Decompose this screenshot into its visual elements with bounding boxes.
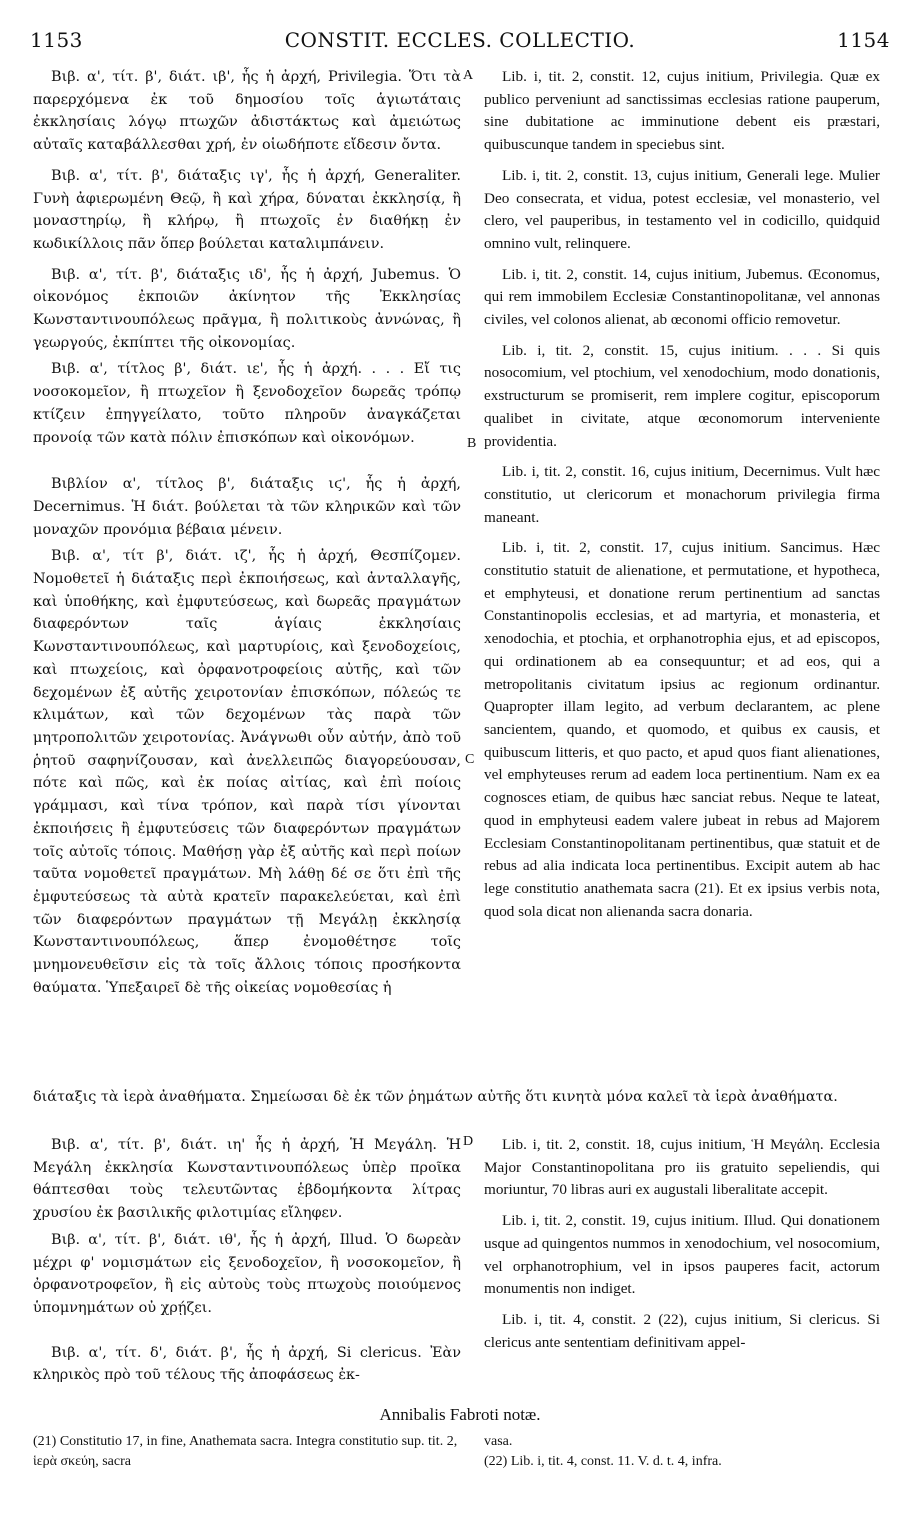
latin-entry-12: Lib. i, tit. 2, constit. 12, cujus initium, Privilegia. Quæ ex publico perveniunt ad sanctissimas ecclesias ratione pauperum, sine dubitatione ac imminutione debent eis præstari, quibuscunque tandem in speciebus sint. bbox=[484, 68, 880, 154]
footnote-21 bbox=[33, 1432, 463, 1472]
footnote-right bbox=[484, 1432, 880, 1472]
latin-column bbox=[484, 66, 880, 923]
greek-entry-19: Βιβ. α', τίτ. β', διάτ. ιθ', ἧς ἡ ἀρχή, Illud. Ὁ δωρεὰν μέχρι φ' νομισμάτων εἰς ξενοδοχεῖον, ἢ νοσοκομεῖον, ἢ ὀρφανοτροφεῖον, ἢ εἰς αὐτοὺς τοὺς πτωχοὺς ποιούμενος ὑπομνημάτων οὐ χρῄζει. bbox=[33, 1231, 461, 1316]
latin-entry-18: Lib. i, tit. 2, constit. 18, cujus initium, Ἡ Μεγάλη. Ecclesia Major Constantinopolitana pro iis gratuito sepeliendis, qui moriuntur, 70 libras auri ex augustali liberalitate accepit. bbox=[484, 1136, 880, 1199]
greek-entry-14: Βιβ. α', τίτ. β', διάταξις ιδ', ἧς ἡ ἀρχή, Jubemus. Ὁ οἰκονόμος ἐκποιῶν ἀκίνητον τῆς Ἐκκλησίας Κωνσταντινουπόλεως πρᾶγμα, ἢ πολιτικοὺς ἀννώνας, ἢ γεωργούς, ἐκπίπτει τῆς οἰκονομίας. bbox=[33, 266, 461, 351]
margin-letter-a: A bbox=[463, 68, 474, 83]
greek-entry-17: Βιβ. α', τίτ β', διάτ. ιζ', ἧς ἡ ἀρχή, Θεσπίζομεν. Νομοθετεῖ ἡ διάταξις περὶ ἐκποιήσεως, καὶ ἀνταλλαγῆς, καὶ ὑποθήκης, καὶ ἐμφυτεύσεως, καὶ δωρεᾶς πραγμάτων διαφερόντων ταῖς ἁγίαις ἐκκλησίαις Κωνσταντινουπόλεως, καὶ μαρτυρίοις, καὶ ξενοδοχείοις, καὶ πτωχείοις, καὶ ὀρφανοτροφείοις αὐτῆς, καὶ τῶν δεχομένων ἐξ αὐτῆς χειροτονίαν ἐπισκόπων, πόλεώς τε κλιμάτων, καὶ τῶν δεχομένων τὰς παρὰ τῶν μητροπολιτῶν χειροτονίας. Ἀνάγνωθι οὖν αὐτήν, ἀπὸ τοῦ ῥητοῦ σαφηνίζουσαν, καὶ ἀνελλειπῶς διαγορεύουσαν, πότε καὶ πῶς, καὶ ἐκ ποίας αἰτίας, καὶ ἐπὶ ποίοις γράμμασι, καὶ τίνα τρόπον, καὶ παρὰ τίσι γίνονται ἐκποιήσεις ἢ ἐμφυτεύσεις τῶν διαφερόντων πραγμάτων τοῖς αὐτοῖς τόποις. Μαθήσῃ γὰρ ἐξ αὐτῆς καὶ περὶ ποίων ταῦτα νομοθετεῖ πραγμάτων. Μὴ λάθῃ δέ σε ὅτι ἐπὶ τῆς ἐμφυτεύσεως τὰ αὐτὰ κρατεῖν παρακελεύεται, καὶ ἐπὶ τῶν διαφερόντων πραγμάτων τῇ Μεγάλῃ ἐκκλησίᾳ Κωνσταντινουπόλεως, ἅπερ ἐνομοθέτησε τοῖς μνημονευθεῖσιν εἰς τὰ τοῖς ἄλλοις τόποις προσήκοντα θαύματα. Ὑπεξαιρεῖ δὲ τῆς οἰκείας νομοθεσίας ἡ bbox=[33, 548, 461, 996]
greek-entry-18: Βιβ. α', τίτ. β', διάτ. ιη' ἧς ἡ ἀρχή, Ἡ Μεγάλη. Ἡ Μεγάλη ἐκκλησία Κωνσταντινουπόλεως ὑπὲρ προῖκα θάπτεσθαι τοὺς τελευτῶντας ἑβδομήκοντα λίτρας χρυσίου ἐκ βασιλικῆς φιλοτιμίας εἴληφεν. bbox=[33, 1137, 461, 1222]
greek-entry-15: Βιβ. α', τίτλος β', διάτ. ιε', ἧς ἡ ἀρχή. . . . Εἴ τις νοσοκομεῖον, ἢ πτωχεῖον ἢ ξενοδοχεῖον δωρεᾶς τρόπῳ κτίζειν ἐπηγγείλατο, τοῦτο πληροῦν ἀναγκάζεται προνοίᾳ τῶν κατὰ πόλιν ἐπισκόπων καὶ οἰκονόμων. bbox=[33, 361, 461, 446]
notes-title: Annibalis Fabroti notæ. bbox=[379, 1405, 541, 1424]
footnote-22-text: (22) Lib. i, tit. 4, const. 11. V. d. t. 4, infra. bbox=[484, 1454, 722, 1469]
greek-entry-13: Βιβ. α', τίτ. β', διάταξις ιγ', ἧς ἡ ἀρχή, Generaliter. Γυνὴ ἀφιερωμένη Θεῷ, ἢ καὶ χήρα, δύναται ἐκκλησίᾳ, ἢ μοναστηρίῳ, ἢ κλήρῳ, ἢ πτωχοῖς ἐν διαθήκῃ ἐν κωδικίλλοις πᾶν ὅπερ βούλεται καταλιμπάνειν. bbox=[33, 167, 461, 252]
margin-letter-b: B bbox=[467, 436, 477, 451]
latin-entry-19: Lib. i, tit. 2, constit. 19, cujus initium. Illud. Qui donationem usque ad quingentos nummos in xenodochium, vel nosocomium, vel orphanotrophium, vel in ipsos pauperes facit, actorum monumentis non indiget. bbox=[484, 1212, 880, 1298]
latin-entry-13: Lib. i, tit. 2, constit. 13, cujus initium, Generali lege. Mulier Deo consecrata, et vidua, potest ecclesiæ, vel monasterio, vel clero, vel pauperibus, in testamento vel in codicillo, quidquid omnino vult, relinquere. bbox=[484, 166, 880, 252]
greek-entry-12: Βιβ. α', τίτ. β', διάτ. ιβ', ἧς ἡ ἀρχή, Privilegia. Ὅτι τὰ παρερχόμενα ἐκ τοῦ δημοσίου τοῖς ἁγιωτάταις ἐκκλησίαις λόγῳ πτωχῶν ἀδιστάκτως καὶ ἀμειώτως αὐταῖς καταβάλλεσθαι χρή, ἐν οἱωδήποτε εἴδεσιν ὄντα. bbox=[33, 69, 461, 154]
greek-entry-16: Βιβλίον α', τίτλος β', διάταξις ιϛ', ἧς ἡ ἀρχή, Decernimus. Ἡ διάτ. βούλεται τὰ τῶν κληρικῶν καὶ τῶν μοναχῶν προνόμια βέβαια μένειν. bbox=[33, 476, 461, 538]
greek-column bbox=[33, 66, 461, 999]
running-title: CONSTIT. ECCLES. COLLECTIO. bbox=[284, 28, 636, 52]
greek-column-lower bbox=[33, 1134, 461, 1395]
latin-entry-tit4: Lib. i, tit. 4, constit. 2 (22), cujus initium, Si clericus. Si clericus ante sententiam definitivam appel- bbox=[484, 1310, 880, 1351]
latin-entry-14: Lib. i, tit. 2, constit. 14, cujus initium, Jubemus. Œconomus, qui rem immobilem Ecclesiæ Constantinopolitanæ, vel annonas civiles, vel colonos alienat, ab œconomi officio removetur. bbox=[484, 265, 880, 329]
footnote-21-continuation: vasa. bbox=[484, 1434, 513, 1449]
latin-entry-15: Lib. i, tit. 2, constit. 15, cujus initium. . . . Si quis nosocomium, vel ptochium, vel xenodochium, modo donationis, exstructurum se promiserit, rem implere cogitur, episcoporum qualibet in civitate, atque œconomorum interveniente providentia. bbox=[484, 341, 880, 450]
latin-column-lower bbox=[484, 1134, 880, 1362]
margin-letter-d: D bbox=[463, 1134, 474, 1149]
latin-entry-17: Lib. i, tit. 2, constit. 17, cujus initium. Sancimus. Hæc constitutio statuit de alienatione, et permutatione, et hypotheca, et emphyteusi, et donatione rerum pertinentium ad sanctas Constantinopolis ecclesias, et ad martyria, et monasteria, et xenodochia, et ptochia, et orphanotrophia ejus, et ad episcopos, qui ordinationem ab ea consequuntur; et ad eos, qui a metropolitanis civitatum ipsius ac regionum ordinantur. Quapropter illam legito, ad verbum declarantem, ac plene sancientem, quando, et quomodo, et quibus ex causis, et quibuscum litteris, et quo pacto, et apud quos fiant alienationes, vel emphyteuses rerum ad eadem loca pertinentium. Nam ex ea cognosces etiam, de quibus hæc sanciat rebus. Neque te lateat, quod in emphyteusi eadem valere jubeat in rebus ad Majorem Ecclesiam Constantinopolitanam pertinentibus, quæ statuit et de rebus ad alia indicata loca pertinentibus. Excipit autem ab hac lege constitutio anathemata sacra (21). Et ex ipsius verbis nota, quod sola dicat non alienanda sacra donaria. bbox=[484, 539, 880, 920]
page-number-left: 1153 bbox=[30, 28, 83, 52]
full-width-line: διάταξις τὰ ἱερὰ ἀναθήματα. Σημείωσαι δὲ ἐκ τῶν ῥημάτων αὐτῆς ὅτι κινητὰ μόνα καλεῖ τὰ ἱερὰ ἀναθήματα. bbox=[33, 1089, 838, 1105]
page-header bbox=[30, 28, 890, 58]
page-number-right: 1154 bbox=[837, 28, 890, 52]
latin-entry-16: Lib. i, tit. 2, constit. 16, cujus initium, Decernimus. Vult hæc constitutio, ut clericorum et monachorum privilegia firma maneant. bbox=[484, 463, 880, 526]
greek-entry-tit4: Βιβ. α', τίτ. δ', διάτ. β', ἧς ἡ ἀρχή, Si clericus. Ἐὰν κληρικὸς πρὸ τοῦ τέλους τῆς ἀποφάσεως ἐκ- bbox=[33, 1344, 461, 1384]
margin-letter-c: C bbox=[465, 752, 475, 767]
footnote-21-text: (21) Constitutio 17, in fine, Anathemata sacra. Integra constitutio sup. tit. 2, ἱερὰ σκεύη, sacra bbox=[33, 1434, 458, 1469]
